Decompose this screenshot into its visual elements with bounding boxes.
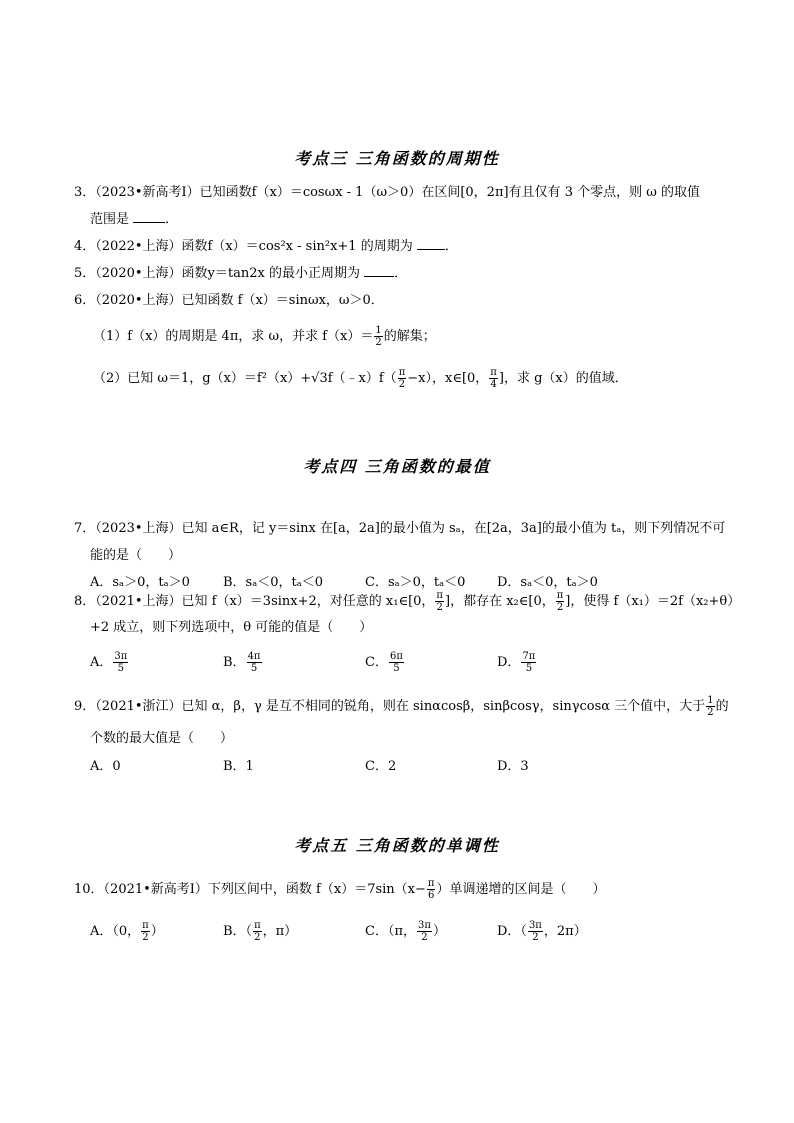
question-10-option-a[interactable]: A．（0， $\frac{\pi}{2}$ ）	[90, 920, 164, 943]
question-6-part-1: （1）f（x）的周期是 4π，求 ω，并求 f（x）＝ $\frac{1}{2}$ 的解集；	[93, 325, 436, 348]
question-3-function: f（x）＝cosωx - 1（ω＞0）在区间[0，2π]有且仅有 3 个零点，则 ω 的取值	[251, 185, 700, 200]
question-8-option-a[interactable]: A． $\frac{3\pi}{5}$	[90, 651, 128, 674]
question-9-option-a[interactable]: A．0	[90, 759, 121, 774]
question-3-prefix: 3．（2023•新高考Ⅰ）已知函数	[74, 185, 252, 200]
fraction: $\frac{\pi}{2}$	[436, 590, 443, 613]
question-9-option-c[interactable]: C．2	[365, 759, 397, 774]
question-9-line-1: 9．（2021•浙江）已知 α，β，γ 是互不相同的锐角，则在 sinαcosβ，sinβcosγ，sinγcosα 三个值中，大于 $\frac{1}{2}$ 的	[74, 695, 729, 718]
answer-blank[interactable]	[417, 237, 445, 250]
fraction: $\frac{1}{2}$	[375, 325, 382, 348]
question-8-option-d[interactable]: D． $\frac{7\pi}{5}$	[497, 651, 536, 674]
answer-blank[interactable]	[133, 210, 165, 223]
question-10-option-d[interactable]: D．（ $\frac{3\pi}{2}$ ，2π）	[497, 920, 587, 943]
question-10-option-b[interactable]: B．（ $\frac{\pi}{2}$ ，π）	[223, 920, 298, 943]
question-3-line-1	[74, 183, 700, 203]
fraction: $\frac{1}{2}$	[707, 695, 714, 718]
fraction: $\frac{\pi}{4}$	[490, 367, 497, 390]
question-5-function: y＝tan2x 的最小正周期为	[207, 266, 360, 281]
question-7-option-d[interactable]: D．sₐ＜0，tₐ＞0	[497, 575, 598, 590]
question-6-part-2: （2）已知 ω＝1，g（x）＝f²（x）+√3f（﹣x）f（ $\frac{\pi}{2}$ −x），x∈[0， $\frac{\pi}{4}$ ]，求 g（x）的值域．	[93, 367, 628, 390]
question-8-option-c[interactable]: C． $\frac{6\pi}{5}$	[365, 651, 403, 674]
question-4-function: f（x）＝cos²x - sin²x+1 的周期为	[207, 239, 413, 254]
question-3-line-2: 范围是 ．	[90, 212, 179, 227]
question-3-range-label: 范围是	[90, 212, 130, 227]
question-7-option-a[interactable]: A．sₐ＞0，tₐ＞0	[90, 575, 190, 590]
fraction: $\frac{\pi}{2}$	[556, 590, 564, 613]
section-heading-monotonicity: 考点五 三角函数的单调性	[294, 836, 500, 855]
question-7-line-1: 7．（2023•上海）已知 a∈R，记 y＝sinx 在[a，2a]的最小值为 sₐ，在[2a，3a]的最小值为 tₐ，则下列情况不可	[74, 521, 726, 536]
question-6-stem: 6．（2020•上海）已知函数 f（x）＝sinωx，ω＞0．	[74, 293, 384, 308]
question-7-line-2: 能的是（ ）	[90, 548, 182, 563]
question-8-option-b[interactable]: B． $\frac{4\pi}{5}$	[223, 651, 261, 674]
question-9-line-2: 个数的最大值是（ ）	[90, 731, 234, 746]
question-9-option-d[interactable]: D．3	[497, 759, 529, 774]
question-4: 4．（2022•上海）函数f（x）＝cos²x - sin²x+1 的周期为 ．	[74, 239, 458, 254]
question-7-option-c[interactable]: C．sₐ＞0，tₐ＜0	[365, 575, 466, 590]
question-9-option-b[interactable]: B．1	[223, 759, 254, 774]
section-heading-extrema: 考点四 三角函数的最值	[303, 457, 491, 476]
question-8-line-1: 8．（2021•上海）已知 f（x）＝3sinx+2，对任意的 x₁∈[0， $\frac{\pi}{2}$ ]，都存在 x₂∈[0， $\frac{\pi}{2}$ ]，使得 f（x₁）＝2f（x₂+θ）	[74, 590, 741, 613]
answer-blank[interactable]	[364, 264, 394, 277]
fraction: $\frac{\pi}{6}$	[427, 878, 435, 901]
section-heading-periodicity: 考点三 三角函数的周期性	[294, 149, 500, 168]
question-5: 5．（2020•上海）函数y＝tan2x 的最小正周期为 ．	[74, 266, 408, 281]
question-10-stem: 10．（2021•新高考Ⅰ）下列区间中，函数 f（x）＝7sin（x− $\frac{\pi}{6}$ ）单调递增的区间是（ ）	[74, 878, 606, 901]
fraction: $\frac{\pi}{2}$	[398, 367, 406, 390]
question-7-option-b[interactable]: B．sₐ＜0，tₐ＜0	[223, 575, 324, 590]
question-8-line-2: +2 成立，则下列选项中，θ 可能的值是（ ）	[90, 620, 373, 635]
question-10-option-c[interactable]: C．（π， $\frac{3\pi}{2}$ ）	[365, 920, 446, 943]
